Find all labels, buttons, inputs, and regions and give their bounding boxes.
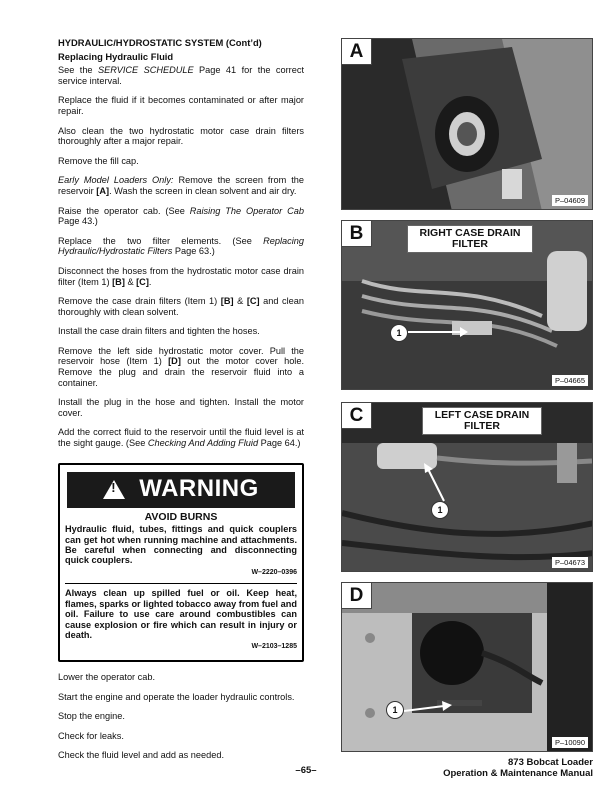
warning-code: W–2103–1285	[251, 643, 297, 651]
warning-box	[58, 463, 304, 662]
paragraph: Remove the fill cap.	[58, 155, 139, 166]
paragraph: Lower the operator cab.	[58, 672, 156, 683]
section-subheading: Replacing Hydraulic Fluid	[58, 50, 174, 62]
photo-label: D	[342, 583, 372, 609]
section-heading: HYDRAULIC/HYDROSTATIC SYSTEM (Cont’d)	[58, 37, 262, 48]
paragraph: Add the correct fluid to the reservoir until the fluid level is at the sight gauge. (See Checking And Adding Fluid Page 64.)	[58, 427, 304, 449]
pointer-arrow-icon	[408, 326, 468, 338]
paragraph: Also clean the two hydrostatic motor case drain filters thoroughly after a major repair.	[58, 125, 304, 147]
paragraph: Disconnect the hoses from the hydrostatic motor case drain filter (Item 1) [B] & [C].	[58, 265, 304, 287]
text-column	[58, 38, 304, 770]
divider	[65, 583, 297, 584]
paragraph: Remove the case drain filters (Item 1) [B] & [C] and clean thoroughly with clean solvent.	[58, 296, 304, 317]
warning-code: W–2220–0396	[251, 568, 297, 576]
photo-a	[341, 38, 593, 210]
paragraph: See the SERVICE SCHEDULE Page 41 for the correct service interval.	[58, 65, 305, 86]
paragraph: Raise the operator cab. (See Raising The Operator Cab Page 43.)	[58, 205, 304, 227]
manual-title	[443, 758, 593, 779]
photo-number: P–04609	[552, 195, 588, 206]
photo-number: P–10090	[552, 737, 588, 748]
photo-a-image	[342, 39, 593, 210]
photo-callout: LEFT CASE DRAIN FILTER	[422, 407, 542, 435]
warning-title: WARNING	[139, 475, 259, 503]
warning-triangle-icon: !	[103, 480, 125, 499]
paragraph: Early Model Loaders Only: Remove the screen from the reservoir [A]. Wash the screen in clean solvent and air dry.	[58, 175, 304, 196]
item-marker: 1	[386, 701, 404, 719]
photo-label: A	[342, 39, 372, 65]
manual-name: Operation & Maintenance Manual	[443, 767, 593, 779]
photo-d	[341, 582, 593, 752]
paragraph: Install the plug in the hose and tighten. Install the motor cover.	[58, 397, 304, 418]
photo-d-image	[342, 583, 593, 752]
warning-text: Hydraulic fluid, tubes, fittings and quick couplers can get hot when running machine and attachments. Be careful when connecting and disconnecting quick couplers.	[65, 524, 297, 566]
warning-header	[67, 472, 295, 508]
paragraph: Replace the fluid if it becomes contaminated or after major repair.	[58, 95, 304, 116]
page-number: –65–	[295, 765, 317, 776]
photo-callout: RIGHT CASE DRAIN FILTER	[407, 225, 533, 253]
item-marker: 1	[390, 324, 408, 342]
warning-subtitle: AVOID BURNS	[144, 510, 218, 523]
pointer-arrow-icon	[404, 701, 452, 717]
photo-number: P–04673	[552, 557, 588, 568]
pointer-arrow-icon	[422, 463, 452, 503]
paragraph: Check for leaks.	[58, 730, 124, 741]
paragraph: Stop the engine.	[58, 711, 125, 722]
photo-number: P–04665	[552, 375, 588, 386]
photo-label: B	[342, 221, 372, 247]
paragraph: Check the fluid level and add as needed.	[58, 750, 225, 761]
photo-c	[341, 402, 593, 572]
photo-b	[341, 220, 593, 390]
warning-text: Always clean up spilled fuel or oil. Keep heat, flames, sparks or lighted tobacco away from fuel and oil. Failure to use care around combustibles can cause explosion or fire which can result in injury or death.	[65, 588, 297, 641]
model-name: 873 Bobcat Loader	[508, 757, 593, 768]
paragraph: Install the case drain filters and tighten the hoses.	[58, 326, 260, 337]
item-marker: 1	[431, 501, 449, 519]
photo-label: C	[342, 403, 372, 429]
paragraph: Replace the two filter elements. (See Replacing Hydraulic/Hydrostatic Filters Page 63.)	[58, 235, 304, 257]
paragraph: Remove the left side hydrostatic motor cover. Pull the reservoir hose (Item 1) [D] out the motor cover hole. Remove the plug and drain the reservoir fluid into a container.	[58, 345, 305, 388]
paragraph: Start the engine and operate the loader hydraulic controls.	[58, 691, 295, 702]
